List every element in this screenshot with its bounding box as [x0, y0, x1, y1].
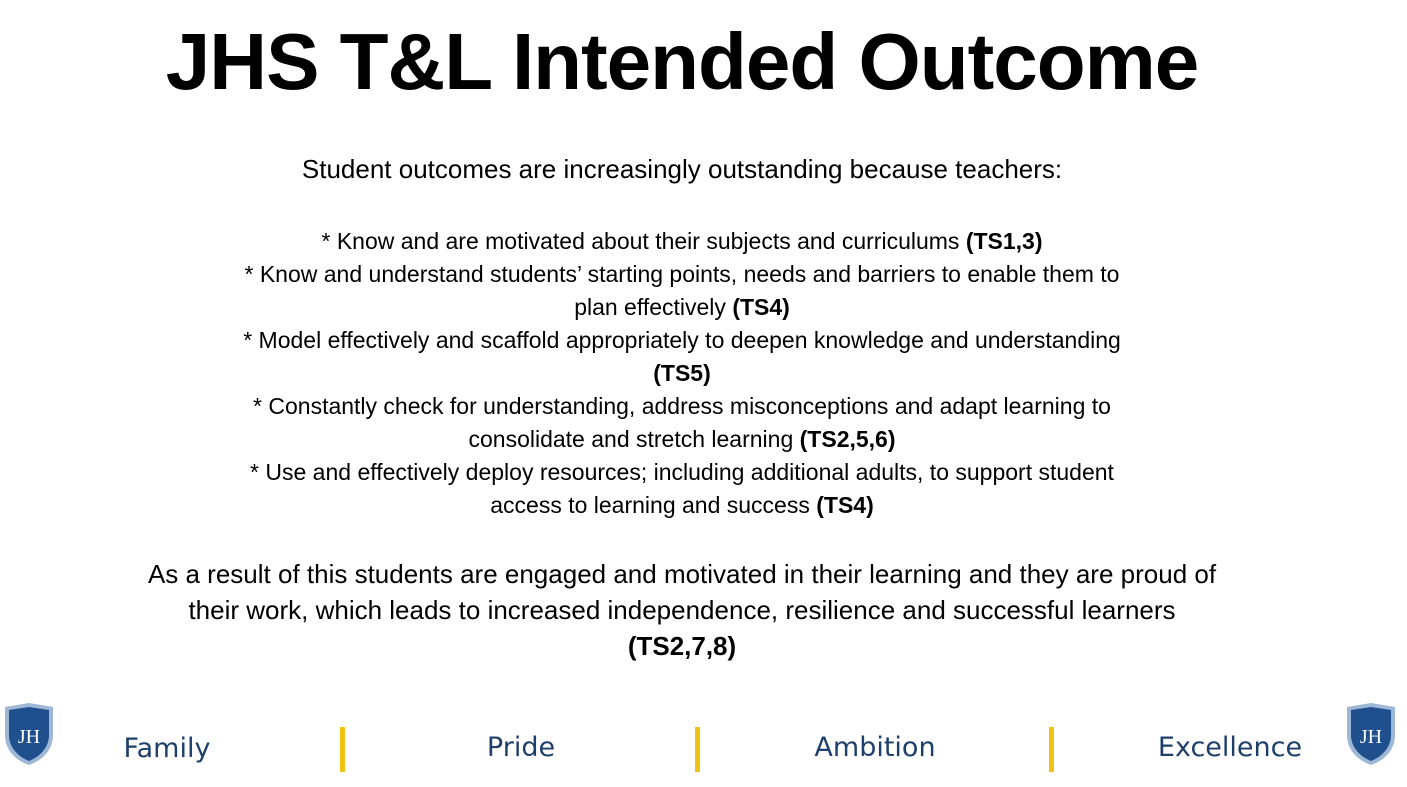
value-excellence: Excellence	[1157, 732, 1303, 763]
bullet-text: * Constantly check for understanding, address misconceptions and adapt learning to consolidate and stretch learning	[253, 393, 1111, 452]
list-item	[232, 390, 1132, 456]
school-crest-logo	[1343, 701, 1399, 767]
value-family: Family	[123, 733, 211, 764]
divider	[695, 727, 700, 772]
divider	[340, 727, 345, 772]
svg-text:JH: JH	[1359, 726, 1383, 748]
list-item	[232, 456, 1132, 522]
teacher-standard-ref: (TS4)	[732, 294, 790, 320]
teacher-outcomes-list	[232, 225, 1132, 522]
teacher-standard-ref: (TS1,3)	[965, 228, 1043, 254]
teacher-standard-ref: (TS2,7,8)	[627, 631, 737, 661]
slide-title: JHS T&L Intended Outcome	[165, 17, 1199, 106]
bullet-text: * Use and effectively deploy resources; including additional adults, to support student access to learning and success	[250, 459, 1114, 518]
value-ambition: Ambition	[814, 732, 936, 763]
conclusion-text	[132, 556, 1232, 664]
bullet-text: * Know and are motivated about their subjects and curriculums	[321, 228, 966, 254]
conclusion-body: As a result of this students are engaged and motivated in their learning and they are proud of their work, which leads to increased independence, resilience and successful learners	[147, 559, 1217, 625]
svg-text:JH: JH	[17, 726, 41, 748]
list-item	[232, 324, 1132, 390]
list-item	[232, 225, 1132, 258]
value-pride: Pride	[486, 732, 556, 763]
teacher-standard-ref: (TS5)	[653, 360, 711, 386]
teacher-standard-ref: (TS2,5,6)	[799, 426, 896, 452]
intro-text: Student outcomes are increasingly outstanding because teachers:	[301, 154, 1063, 184]
bullet-text: * Know and understand students’ starting points, needs and barriers to enable them to plan effectively	[244, 261, 1120, 320]
divider	[1049, 727, 1054, 772]
list-item	[232, 258, 1132, 324]
school-values-footer	[0, 695, 1407, 787]
teacher-standard-ref: (TS4)	[816, 492, 874, 518]
bullet-text: * Model effectively and scaffold appropriately to deepen knowledge and understanding	[243, 327, 1121, 353]
